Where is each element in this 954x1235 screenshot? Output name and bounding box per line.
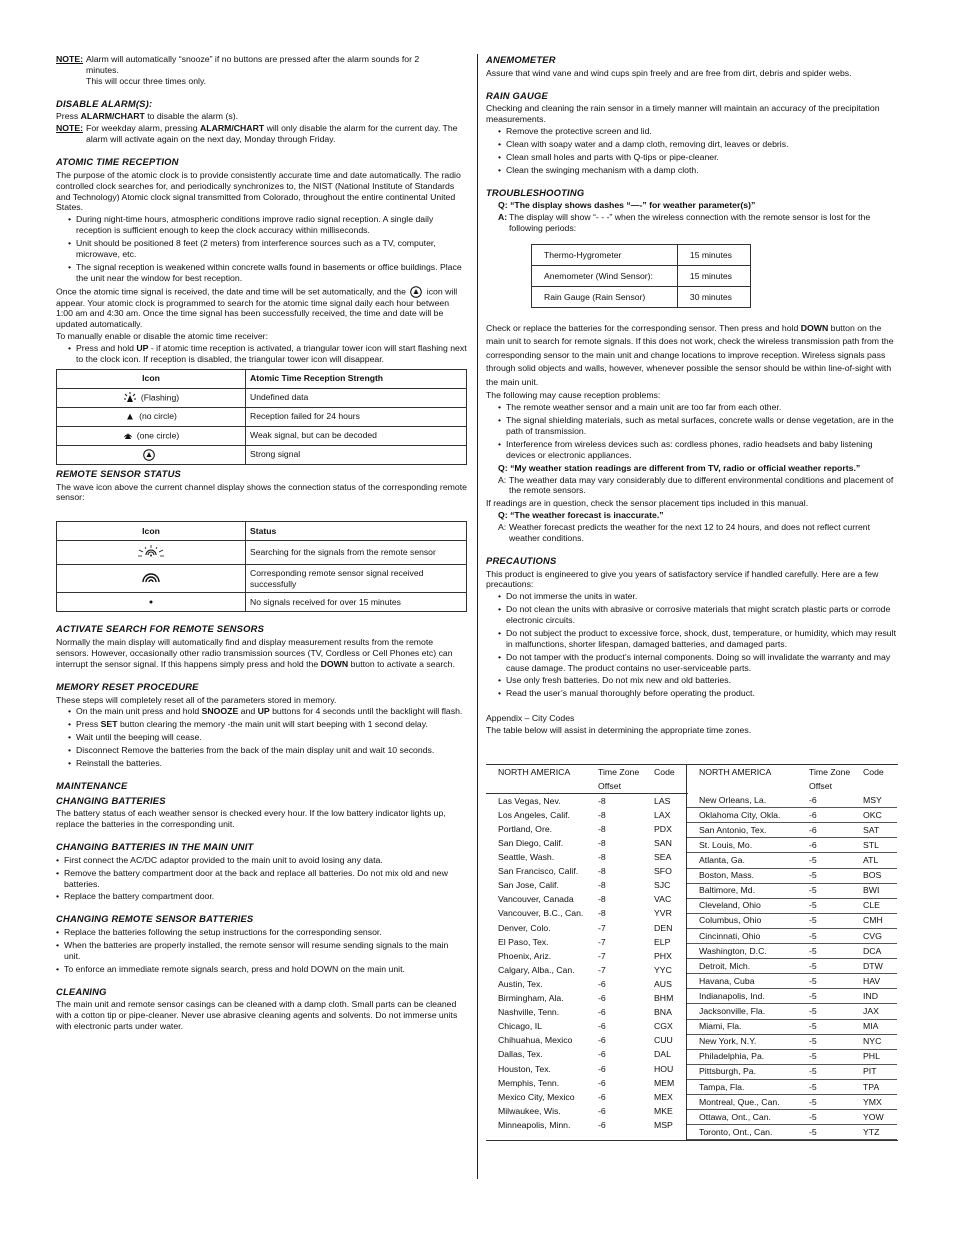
list-item: • Clean the swinging mechanism with a damp cloth. bbox=[498, 165, 898, 176]
table-row: El Paso, Tex. -7 ELP bbox=[498, 936, 671, 947]
table-row: Memphis, Tenn. -6 MEM bbox=[498, 1077, 675, 1088]
table-row: Washington, D.C. -5 DCA bbox=[687, 944, 897, 959]
table-row: Jacksonville, Fla. -5 JAX bbox=[687, 1004, 897, 1019]
list-item: • To enforce an immediate remote signals search, press and hold DOWN on the main unit. bbox=[56, 964, 467, 975]
table-row: Dallas, Tex. -6 DAL bbox=[498, 1049, 671, 1060]
table-row: Mexico City, Mexico -6 MEX bbox=[498, 1091, 673, 1102]
table-row: Portland, Ore. -8 PDX bbox=[498, 823, 672, 834]
list-item: • During night-time hours, atmospheric conditions improve radio signal reception. A single daily reception is sufficient enough to keep the clock accuracy within milliseconds. bbox=[68, 214, 467, 236]
list-item: • Do not tamper with the product’s internal components. Doing so will invalidate the warranty and may cause damage. The product contains no user-serviceable parts. bbox=[498, 652, 898, 674]
tower-no-circle-icon bbox=[125, 412, 135, 422]
atomic-intro: The purpose of the atomic clock is to provide consistently accurate time and date automatically. The radio controlled clock searches for, and periodically synchronizes to, the NIST (National Institute of Standards and Technology) Atomic clock signal transmitted from Colorado, throughout the entire continental United States. bbox=[56, 169, 461, 213]
table-row: Thermo-Hygrometer 15 minutes bbox=[532, 245, 751, 266]
answer-2: A: The weather data may vary considerably due to different environmental conditions and placement of the remote sensors. bbox=[498, 474, 894, 496]
atomic-strength-table bbox=[56, 369, 467, 465]
list-item: • Replace the batteries following the setup instructions for the corresponding sensor. bbox=[56, 927, 467, 938]
list-item: • Press and hold UP - if atomic time reception is activated, a triangular tower icon will start flashing next to the clock icon. If reception is disabled, the triangular tower icon will disappear. bbox=[68, 343, 467, 365]
answer-1: A: The display will show “- - -” when the wireless connection with the remote sensor is lost for the following periods: bbox=[498, 212, 871, 234]
memory-reset-heading: MEMORY RESET PROCEDURE bbox=[56, 680, 199, 692]
table-row: Indianapolis, Ind. -5 IND bbox=[687, 989, 897, 1004]
table-header: Atomic Time Reception Strength bbox=[246, 369, 467, 388]
right-column bbox=[486, 54, 898, 1141]
list-item: • The signal shielding materials, such as metal surfaces, concrete walls or dense vegetation, are in the path of transmission. bbox=[498, 415, 898, 437]
activate-search-heading: ACTIVATE SEARCH FOR REMOTE SENSORS bbox=[56, 623, 265, 635]
table-row: New Orleans, La. -6 MSY bbox=[687, 793, 897, 808]
table-row: Searching for the signals from the remote sensor bbox=[57, 541, 467, 565]
table-header: Icon bbox=[57, 522, 246, 541]
maintenance-heading: MAINTENANCE bbox=[56, 779, 128, 791]
rain-gauge-text: Checking and cleaning the rain sensor in a timely manner will maintain an accuracy of the precipitation measurements. bbox=[486, 103, 880, 125]
table-row: Miami, Fla. -5 MIA bbox=[687, 1019, 897, 1034]
searching-wave-icon bbox=[136, 544, 166, 558]
list-item: • Wait until the beeping will cease. bbox=[68, 732, 467, 743]
table-row: Cincinnati, Ohio -5 CVG bbox=[687, 928, 897, 943]
table-header-row: Offset bbox=[809, 780, 833, 791]
city-codes-table bbox=[486, 764, 898, 1141]
city-codes-left bbox=[486, 765, 687, 1140]
table-row: Phoenix, Ariz. -7 PHX bbox=[498, 950, 672, 961]
list-item: • Reinstall the batteries. bbox=[68, 758, 467, 769]
list-item: • Do not immerse the units in water. bbox=[498, 591, 898, 602]
list-item: • Replace the battery compartment door. bbox=[56, 891, 467, 902]
table-row: Chihuahua, Mexico -6 CUU bbox=[498, 1035, 673, 1046]
strong-signal-icon bbox=[410, 286, 422, 298]
table-row: Chicago, IL -6 CGX bbox=[498, 1021, 673, 1032]
list-item: • Read the user’s manual thoroughly before operating the product. bbox=[498, 688, 898, 699]
table-row: Columbus, Ohio -5 CMH bbox=[687, 913, 897, 928]
table-row: San Francisco, Calif. -8 SFO bbox=[498, 866, 672, 877]
reception-problems-list bbox=[486, 402, 898, 460]
list-item: • When the batteries are properly installed, the remote sensor will resume sending signals to the main unit. bbox=[56, 940, 467, 962]
signal-loss-periods-table bbox=[531, 244, 751, 308]
tower-strong-signal-icon bbox=[143, 449, 155, 461]
list-item: • Press SET button clearing the memory -the main unit will start beeping with 1 second delay. bbox=[68, 719, 467, 730]
list-item: • Unit should be positioned 8 feet (2 meters) from interference sources such as a TV, computer, microwave, etc. bbox=[68, 238, 467, 260]
list-item: • Remove the battery compartment door at the back and replace all batteries. Do not mix old and new batteries. bbox=[56, 868, 467, 890]
table-row: Minneapolis, Minn. -6 MSP bbox=[498, 1119, 673, 1130]
battery-status-text: The battery status of each weather sensor is checked every hour. If the low battery indicator lights up, replace the batteries in the corresponding unit. bbox=[56, 808, 446, 830]
table-row: Austin, Tex. -6 AUS bbox=[498, 978, 672, 989]
table-header-row: NORTH AMERICA Time Zone Code bbox=[699, 766, 884, 777]
memory-reset-intro: These steps will completely reset all of the parameters stored in memory. bbox=[56, 694, 337, 705]
precautions-intro: This product is engineered to give you years of satisfactory service if handled carefully. Here are a few precautions: bbox=[486, 568, 879, 590]
remote-sensor-batteries-list bbox=[56, 927, 467, 975]
question-1: Q: “The display shows dashes “—-” for weather parameter(s)” bbox=[498, 200, 756, 211]
list-item: • Do not subject the product to excessive force, shock, dust, temperature, or humidity, which may result in malfunctions, shorter lifespan, damaged batteries, and damaged parts. bbox=[498, 628, 898, 650]
rain-gauge-heading: RAIN GAUGE bbox=[486, 89, 548, 101]
manual-enable-list bbox=[56, 343, 467, 365]
list-item: • Clean small holes and parts with Q-tips or pipe-cleaner. bbox=[498, 152, 898, 163]
anemometer-heading: ANEMOMETER bbox=[486, 54, 556, 65]
table-row: San Jose, Calif. -8 SJC bbox=[498, 880, 671, 891]
atomic-time-heading: ATOMIC TIME RECEPTION bbox=[56, 156, 179, 167]
list-item: • The remote weather sensor and a main unit are too far from each other. bbox=[498, 402, 898, 413]
list-item: • The signal reception is weakened within concrete walls found in basements or office buildings. Place the unit near the window for best reception. bbox=[68, 262, 467, 284]
table-row: Havana, Cuba -5 HAV bbox=[687, 974, 897, 989]
table-row: Denver, Colo. -7 DEN bbox=[498, 922, 673, 933]
cleaning-text: The main unit and remote sensor casings can be cleaned with a damp cloth. Small parts can be cleaned with a cotton tip or pipe-cleaner. Never use abrasive cleaning agents and solvents. Do not immerse units with electronic parts under water. bbox=[56, 999, 458, 1032]
activate-search-text: Normally the main display will automatically find and display measurement results from the remote sensors. However, occasionally other radio transmission sources (TV, Cordless or Cell Phones etc) can interrupt the sensor signal. If this happens simply press and hold the DOWN button to activate a search. bbox=[56, 637, 455, 669]
table-row: Los Angeles, Calif. -8 LAX bbox=[498, 809, 671, 820]
table-header-row: Offset bbox=[486, 779, 688, 794]
precautions-heading: PRECAUTIONS bbox=[486, 554, 557, 566]
table-row: Milwaukee, Wis. -6 MKE bbox=[498, 1105, 673, 1116]
question-2: Q: “My weather station readings are different from TV, radio or official weather reports.” bbox=[498, 462, 861, 473]
table-row: Vancouver, B.C., Can. -8 YVR bbox=[498, 908, 672, 919]
table-header-row: NORTH AMERICA Time Zone Code bbox=[498, 766, 675, 777]
table-row: Atlanta, Ga. -5 ATL bbox=[687, 853, 897, 868]
table-row: Tampa, Fla. -5 TPA bbox=[687, 1079, 897, 1094]
table-row: Nashville, Tenn. -6 BNA bbox=[498, 1007, 672, 1018]
table-row: No signals received for over 15 minutes bbox=[57, 593, 467, 612]
remote-status-table bbox=[56, 521, 467, 612]
table-row: New York, N.Y. -5 NYC bbox=[687, 1034, 897, 1049]
table-row: Boston, Mass. -5 BOS bbox=[687, 868, 897, 883]
readings-question-text: If readings are in question, check the sensor placement tips included in this manual. bbox=[486, 498, 809, 509]
list-item: • Disconnect Remove the batteries from the back of the main display unit and wait 10 seconds. bbox=[68, 745, 467, 756]
troubleshooting-heading: TROUBLESHOOTING bbox=[486, 186, 585, 198]
changing-batteries-heading: CHANGING BATTERIES bbox=[56, 794, 166, 806]
table-row: Detroit, Mich. -5 DTW bbox=[687, 959, 897, 974]
question-3: Q: “The weather forecast is inaccurate.” bbox=[498, 510, 664, 521]
table-row: Rain Gauge (Rain Sensor) 30 minutes bbox=[532, 287, 751, 308]
list-item: • First connect the AC/DC adaptor provided to the main unit to avoid losing any data. bbox=[56, 855, 467, 866]
atomic-tips-list-3 bbox=[56, 262, 467, 284]
answer-3: A: Weather forecast predicts the weather for the next 12 to 24 hours, and does not reflect current weather conditions. bbox=[498, 522, 871, 543]
no-signal-dot-icon bbox=[148, 599, 154, 605]
appendix-title: Appendix – City Codes bbox=[486, 713, 575, 724]
left-column bbox=[56, 54, 467, 1033]
list-item: • Interference from wireless devices such as: cordless phones, radio headsets and baby listening devices or electronic appliances. bbox=[498, 439, 898, 461]
table-row: Birmingham, Ala. -6 BHM bbox=[498, 993, 674, 1004]
weekday-alarm-note: NOTE: For weekday alarm, pressing ALARM/CHART will only disable the alarm for the current day. The alarm will activate again on the next day, Monday through Friday. bbox=[56, 123, 458, 145]
table-row: Toronto, Ont., Can. -5 YTZ bbox=[687, 1125, 897, 1140]
atomic-tips-list-2 bbox=[56, 238, 467, 260]
table-row: Vancouver, Canada -8 VAC bbox=[498, 894, 672, 905]
rain-gauge-list bbox=[486, 126, 898, 176]
list-item: • Remove the protective screen and lid. bbox=[498, 126, 898, 137]
table-row: Baltimore, Md. -5 BWI bbox=[687, 883, 897, 898]
manual-enable-text: To manually enable or disable the atomic time receiver: bbox=[56, 331, 268, 342]
table-row: Montreal, Que., Can. -5 YMX bbox=[687, 1094, 897, 1109]
disable-alarm-text: Press ALARM/CHART to disable the alarm (s). bbox=[56, 111, 238, 122]
table-row: San Antonio, Tex. -6 SAT bbox=[687, 823, 897, 838]
main-unit-batteries-heading: CHANGING BATTERIES IN THE MAIN UNIT bbox=[56, 841, 254, 853]
table-row: Seattle, Wash. -8 SEA bbox=[498, 852, 672, 863]
table-row: Strong signal bbox=[57, 445, 467, 464]
received-wave-icon bbox=[140, 570, 162, 584]
memory-reset-list bbox=[56, 706, 467, 768]
table-row: San Diego, Calif. -8 SAN bbox=[498, 838, 672, 848]
city-codes-right bbox=[687, 765, 898, 1140]
atomic-signal-text: Once the atomic time signal is received, the date and time will be set automatically, and the icon will appear. Your atomic clock is programmed to search for the atomic time signal daily each hour between 1:00 am and 4:30 am. Once the time signal has been successfully received, the time and date will be updated automatically. bbox=[56, 285, 458, 330]
table-header: Status bbox=[246, 522, 467, 541]
disable-alarm-heading: DISABLE ALARM(S): bbox=[56, 97, 153, 109]
list-item: • On the main unit press and hold SNOOZE and UP buttons for 4 seconds until the backlight will flash. bbox=[68, 706, 467, 717]
table-row: Houston, Tex. -6 HOU bbox=[498, 1063, 674, 1074]
remote-sensor-batteries-heading: CHANGING REMOTE SENSOR BATTERIES bbox=[56, 913, 254, 925]
main-unit-batteries-list bbox=[56, 855, 467, 903]
list-item: • Do not clean the units with abrasive or corrosive materials that might scratch plastic parts or corrode electronic circuits. bbox=[498, 604, 898, 626]
table-row: Ottawa, Ont., Can. -5 YOW bbox=[687, 1110, 897, 1125]
table-row: Oklahoma City, Okla. -6 OKC bbox=[687, 808, 897, 823]
table-row: Anemometer (Wind Sensor): 15 minutes bbox=[532, 266, 751, 287]
table-row: Cleveland, Ohio -5 CLE bbox=[687, 898, 897, 913]
table-row: (no circle) Reception failed for 24 hours bbox=[57, 407, 467, 426]
table-header: Icon bbox=[57, 369, 246, 388]
tower-one-circle-icon bbox=[123, 430, 133, 442]
check-batteries-text: Check or replace the batteries for the corresponding sensor. Then press and hold DOWN button on the main unit to search for remote signals. If this does not work, check the wireless transmission path from the corresponding sensor to the main unit and change locations to improve reception. Wireless signals pass through solid objects and walls, however, whenever possible the sensor should be within line-of-sight with the main unit. bbox=[486, 323, 894, 387]
table-row: St. Louis, Mo. -6 STL bbox=[687, 838, 897, 853]
table-row: Calgary, Alba., Can. -7 YYC bbox=[498, 964, 672, 975]
remote-sensor-intro: The wave icon above the current channel display shows the connection status of the corresponding remote sensor: bbox=[56, 481, 467, 503]
appendix-intro: The table below will assist in determining the appropriate time zones. bbox=[486, 725, 752, 736]
reception-problems-intro: The following may cause reception problems: bbox=[486, 390, 661, 401]
precautions-list bbox=[486, 591, 898, 699]
column-divider bbox=[477, 54, 478, 1179]
cleaning-heading: CLEANING bbox=[56, 985, 107, 997]
table-row: (one circle) Weak signal, but can be decoded bbox=[57, 426, 467, 445]
table-row: Pittsburgh, Pa. -5 PIT bbox=[687, 1064, 897, 1079]
remote-sensor-heading: REMOTE SENSOR STATUS bbox=[56, 467, 182, 479]
flashing-tower-icon bbox=[123, 392, 137, 404]
table-row: Corresponding remote sensor signal received successfully bbox=[57, 564, 467, 592]
list-item: • Use only fresh batteries. Do not mix new and old batteries. bbox=[498, 675, 898, 686]
atomic-tips-list bbox=[56, 214, 467, 236]
list-item: • Clean with soapy water and a damp cloth, removing dirt, leaves or debris. bbox=[498, 139, 898, 150]
anemometer-text: Assure that wind vane and wind cups spin freely and are free from dirt, debris and spider webs. bbox=[486, 67, 852, 78]
table-row: Las Vegas, Nev. -8 LAS bbox=[498, 795, 671, 806]
snooze-note: NOTE: Alarm will automatically “snooze” if no buttons are pressed after the alarm sounds for 2 minutes. This will occur three times only. bbox=[56, 54, 420, 86]
table-row: Philadelphia, Pa. -5 PHL bbox=[687, 1049, 897, 1064]
table-row: (Flashing) Undefined data bbox=[57, 388, 467, 407]
